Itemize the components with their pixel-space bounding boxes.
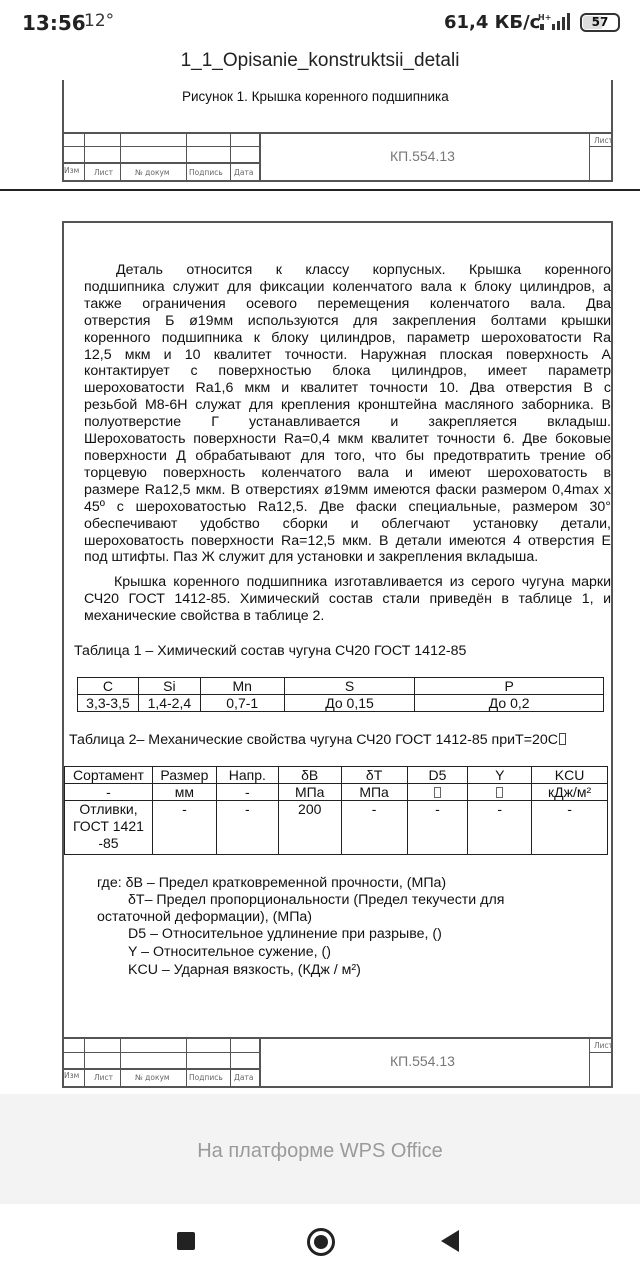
text-line: контактирует с поверхностью блока цилиндров, имеет параметр bbox=[84, 363, 611, 380]
table-cell: кДж/м² bbox=[532, 784, 608, 801]
table-cell bbox=[407, 784, 468, 801]
table-cell: 3,3-3,5 bbox=[78, 695, 139, 712]
stamp-col-izm: Изм bbox=[64, 1071, 80, 1080]
text-line: коренного подшипника к блоку цилиндров, параметр шероховатости Ra bbox=[84, 329, 611, 346]
table-header-cell: δТ bbox=[341, 767, 407, 784]
status-bar bbox=[0, 0, 640, 44]
table-header-cell: δВ bbox=[278, 767, 341, 784]
status-time: 13:56 bbox=[22, 11, 86, 35]
table1-caption: Таблица 1 – Химический состав чугуна СЧ20 ГОСТ 1412-85 bbox=[74, 643, 467, 659]
table-cell bbox=[468, 784, 532, 801]
document-code: КП.554.13 bbox=[390, 1053, 455, 1069]
figure-caption: Рисунок 1. Крышка коренного подшипника bbox=[182, 89, 449, 104]
back-icon[interactable] bbox=[441, 1230, 459, 1252]
table-header-cell: Размер bbox=[152, 767, 216, 784]
text-line: также ограничения осевого перемещения коленчатого вала. Два bbox=[84, 295, 611, 312]
table-row bbox=[78, 678, 604, 695]
text-line: механические свойства в таблице 2. bbox=[84, 607, 325, 624]
text-line: резьбой М8-6Н служат для крепления кронштейна масляного заборника. В bbox=[84, 397, 611, 414]
body-paragraph-1 bbox=[84, 262, 611, 566]
battery-icon bbox=[580, 13, 620, 32]
text-line: шероховатость поверхности Ra=12,5 мкм. В детали имеются 4 отверстия Е bbox=[84, 532, 611, 549]
table-cell: До 0,15 bbox=[284, 695, 415, 712]
text-line: обеспечивают удобство сборки и облегчают установку детали, bbox=[84, 515, 611, 532]
stamp-col-doc: № докум bbox=[135, 1073, 170, 1082]
stamp-col-sign: Подпись bbox=[189, 168, 223, 177]
text-line: поверхности Д обрабатывают для того, что бы предотвратить трение об bbox=[84, 447, 611, 464]
table-cell: МПа bbox=[341, 784, 407, 801]
stamp-col-date: Дата bbox=[234, 168, 254, 177]
page-frame-top bbox=[62, 80, 613, 182]
stamp-col-list: Лист bbox=[94, 1073, 114, 1082]
table-header-cell: D5 bbox=[407, 767, 468, 784]
legend-text: D5 – Относительное удлинение при разрыве, () bbox=[128, 926, 442, 942]
table-cell: - bbox=[468, 801, 532, 855]
legend-line: остаточной деформации), (МПа) bbox=[97, 909, 313, 925]
table-cell: 0,7-1 bbox=[200, 695, 284, 712]
table1 bbox=[77, 677, 604, 712]
stamp-col-izm: Изм bbox=[64, 166, 80, 175]
table-cell: - bbox=[216, 784, 278, 801]
wps-platform-label: На платформе WPS Office bbox=[197, 1140, 443, 1162]
network-speed: 61,4 КБ/с bbox=[444, 12, 541, 33]
text-line: торцевую поверхность коленчатого вала и имеют шероховатость в bbox=[84, 464, 611, 481]
legend-line bbox=[128, 926, 442, 944]
table2 bbox=[64, 766, 608, 855]
table-header-cell: Сортамент bbox=[65, 767, 153, 784]
svg-text:H+: H+ bbox=[538, 13, 552, 22]
text-line: 12,5 мкм и 10 квалитет точности. Наружная плоская поверхность А bbox=[84, 346, 611, 363]
table-header-cell: Mn bbox=[200, 678, 284, 695]
table-header-cell: Напр. bbox=[216, 767, 278, 784]
text-line: размере Ra12,5 мкм. В отверстиях ø19мм имеются фаски размером 0,4max x bbox=[84, 481, 611, 498]
document-title: 1_1_Opisanie_konstruktsii_detali bbox=[180, 50, 460, 71]
battery-level: 57 bbox=[591, 15, 609, 29]
table-row bbox=[65, 767, 608, 784]
table2-caption bbox=[69, 732, 566, 748]
text-line: подшипника служит для фиксации коленчатого вала к блоку цилиндров, а bbox=[84, 278, 611, 295]
table-cell: 200 bbox=[278, 801, 341, 855]
stamp-list-label: Лист bbox=[594, 1041, 614, 1050]
home-icon[interactable] bbox=[307, 1228, 335, 1256]
text-line: Крышка коренного подшипника изготавливается из серого чугуна марки bbox=[114, 574, 611, 590]
table-header-cell: S bbox=[284, 678, 415, 695]
document-code: КП.554.13 bbox=[390, 148, 455, 164]
text-line: СЧ20 ГОСТ 1412-85. Химический состав стали приведён в таблице 1, и bbox=[84, 590, 611, 607]
table-cell: - bbox=[152, 801, 216, 855]
table-row bbox=[78, 695, 604, 712]
stamp-col-list: Лист bbox=[94, 168, 114, 177]
table-header-cell: P bbox=[415, 678, 604, 695]
table2-caption-text: Таблица 2– Механические свойства чугуна СЧ20 ГОСТ 1412-85 приТ=20С bbox=[69, 732, 559, 748]
signal-icon bbox=[538, 12, 572, 32]
page-separator bbox=[0, 189, 640, 191]
status-temperature: 12° bbox=[84, 11, 115, 31]
missing-glyph-icon bbox=[496, 787, 503, 798]
stamp-col-doc: № докум bbox=[135, 168, 170, 177]
table-row bbox=[65, 801, 608, 855]
text-line: полуотверстие Г устанавливается и закрепляется вкладыш. bbox=[84, 414, 611, 431]
recent-apps-icon[interactable] bbox=[177, 1232, 195, 1250]
missing-glyph-icon bbox=[434, 787, 441, 798]
missing-glyph-icon bbox=[559, 733, 566, 745]
table-cell: - bbox=[341, 801, 407, 855]
table-header-cell: Y bbox=[468, 767, 532, 784]
text-line: под штифты. Паз Ж служит для установки и закрепления вкладыша. bbox=[84, 549, 539, 566]
legend-line: δТ– Предел пропорциональности (Предел текучести для bbox=[128, 892, 505, 908]
text-line: отверстия Б ø19мм используются для закрепления болтами крышки bbox=[84, 312, 611, 329]
table-cell: До 0,2 bbox=[415, 695, 604, 712]
body-paragraph-2 bbox=[84, 574, 611, 625]
text-line: Шероховатость поверхности Ra=0,4 мкм квалитет точности 6. Две боковые bbox=[84, 431, 611, 448]
legend-line: KCU – Ударная вязкость, (КДж / м²) bbox=[128, 962, 361, 978]
text-line: 45º с шероховатостью Ra12,5. Две фаски специальные, размером 30° bbox=[84, 498, 611, 515]
table-cell: мм bbox=[152, 784, 216, 801]
table-cell: - bbox=[407, 801, 468, 855]
table-header-cell: C bbox=[78, 678, 139, 695]
table-cell: - bbox=[532, 801, 608, 855]
table-cell: Отливки, ГОСТ 1421 -85 bbox=[65, 801, 153, 855]
stamp-col-date: Дата bbox=[234, 1073, 254, 1082]
text-line: шероховатости Ra1,6 мкм и квалитет точности 10. Два отверстия В с bbox=[84, 380, 611, 397]
table-row bbox=[65, 784, 608, 801]
table-cell: МПа bbox=[278, 784, 341, 801]
table-header-cell: Si bbox=[138, 678, 200, 695]
table-cell: - bbox=[65, 784, 153, 801]
table-cell: - bbox=[216, 801, 278, 855]
table-header-cell: KCU bbox=[532, 767, 608, 784]
legend-line: где: δВ – Предел кратковременной прочности, (МПа) bbox=[97, 875, 447, 891]
legend-line: Y – Относительное сужение, () bbox=[128, 944, 331, 960]
table-cell: 1,4-2,4 bbox=[138, 695, 200, 712]
stamp-list-label: Лист bbox=[594, 136, 614, 145]
stamp-col-sign: Подпись bbox=[189, 1073, 223, 1082]
text-line: Деталь относится к классу корпусных. Крышка коренного bbox=[116, 262, 611, 278]
